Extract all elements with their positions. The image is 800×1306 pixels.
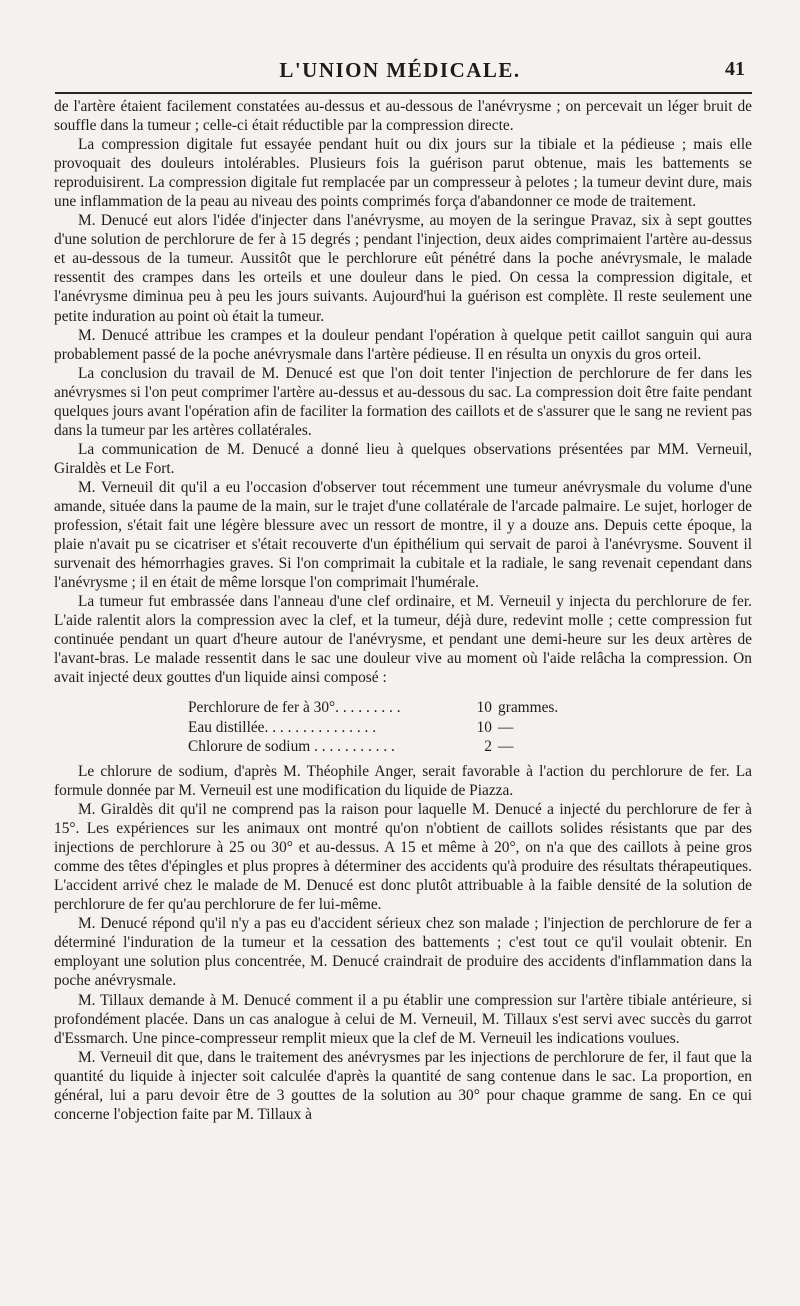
paragraph: M. Denucé attribue les crampes et la douleur pendant l'opération à quelque petit caillot sanguin qui aura probablement passé de la poche anévrysmale dans l'artère pédieuse. Il en résulta un onyxis du gros orteil. — [54, 326, 752, 363]
article-body — [54, 97, 752, 1124]
paragraph: Le chlorure de sodium, d'après M. Théophile Anger, serait favorable à l'action du perchlorure de fer. La formule donnée par M. Verneuil est une modification du liquide de Piazza. — [54, 762, 752, 799]
header-rule — [55, 92, 752, 94]
paragraph: La communication de M. Denucé a donné lieu à quelques observations présentées par MM. Verneuil, Giraldès et Le Fort. — [54, 440, 752, 477]
formula-row — [188, 737, 752, 757]
paragraph: M. Verneuil dit qu'il a eu l'occasion d'observer tout récemment une tumeur anévrysmale du volume d'une amande, située dans la paume de la main, sur le trajet d'une collatérale de l'arcade palmaire. Le sujet, horloger de profession, s'était fait une légère blessure avec un ressort de montre, il y a douze ans. Depuis cette époque, la plaie n'avait pu se cicatriser et s'était recouverte d'un épithélium qui servait de paroi à l'anévrysme. Souvent il survenait des hémorrhagies graves. Si l'on comprimait la cubitale et la radiale, le sang revenait cependant dans l'anévrysme ; il en était de même lorsque l'on comprimait l'humérale. — [54, 478, 752, 592]
paragraph: de l'artère étaient facilement constatées au-dessus et au-dessous de l'anévrysme ; on percevait un léger bruit de souffle dans la tumeur ; celle-ci était réductible par la compression directe. — [54, 98, 752, 135]
formula-table — [188, 698, 752, 757]
paragraph: M. Tillaux demande à M. Denucé comment il a pu établir une compression sur l'artère tibiale antérieure, si profondément placée. Dans un cas analogue à celui de M. Verneuil, M. Tillaux s'est servi avec succès du garrot d'Essmarch. Une pince-compresseur remplit mieux que la clef de M. Verneuil les indications voulues. — [54, 991, 752, 1047]
page-number: 41 — [725, 58, 745, 80]
paragraphs-before-formula — [54, 97, 752, 687]
paragraph: M. Giraldès dit qu'il ne comprend pas la raison pour laquelle M. Denucé a injecté du perchlorure de fer à 15°. Les expériences sur les animaux ont montré qu'on n'obtient de caillots solides résistants que par des injections de perchlorure à 25 ou 30° et au-dessus. A 15 et même à 20°, on n'a que des caillots à peine gros comme des têtes d'épingles et plus propres à déterminer des accidents qu'à produire des résultats thérapeutiques. L'accident arrivé chez le malade de M. Denucé est donc plutôt attribuable à la faible densité de la solution de perchlorure de fer qu'au perchlorure de fer lui-même. — [54, 801, 752, 914]
paragraph: La tumeur fut embrassée dans l'anneau d'une clef ordinaire, et M. Verneuil y injecta du perchlorure de fer. L'aide ralentit alors la compression avec la clef, et la tumeur, déjà dure, redevint molle ; cette compression fut continuée pendant un quart d'heure autour de l'anévrysme, et pendant une demi-heure sur les deux artères de l'avant-bras. Le malade ressentit dans le sac une douleur vive au moment où l'aide relâcha la compression. On avait injecté deux gouttes d'un liquide ainsi composé : — [54, 593, 752, 687]
paragraph: La conclusion du travail de M. Denucé est que l'on doit tenter l'injection de perchlorure de fer dans les anévrysmes si l'on peut comprimer l'artère au-dessus et au-dessous du sac. La compression doit être faite pendant quelques jours avant l'opération afin de faciliter la formation des caillots et de s'assurer que le sang ne revient pas dans la tumeur par les artères collatérales. — [54, 364, 752, 439]
paragraph: M. Denucé répond qu'il n'y a pas eu d'accident sérieux chez son malade ; l'injection de perchlorure de fer a déterminé l'induration de la tumeur et la cessation des battements ; c'est tout ce qu'il voulait obtenir. En employant une solution plus concentrée, M. Denucé craindrait de produire des accidents d'inflammation dans la poche anévrysmale. — [54, 915, 752, 990]
formula-row — [188, 718, 752, 738]
paragraph: M. Verneuil dit que, dans le traitement des anévrysmes par les injections de perchlorure de fer, il faut que la quantité du liquide à injecter soit calculée d'après la quantité de sang contenue dans le sac. La proportion, en général, lui a paru devoir être de 3 gouttes de la solution au 30° pour chaque gramme de sang. En ce qui concerne l'objection faite par M. Tillaux à — [54, 1048, 752, 1123]
running-title: L'UNION MÉDICALE. — [279, 58, 521, 82]
formula-ingredient: Perchlorure de fer à 30°. . . . . . . . . — [188, 699, 401, 717]
formula-quantity: 10 — [476, 718, 492, 736]
formula-ingredient: Eau distillée. . . . . . . . . . . . . . . — [188, 718, 377, 736]
formula-unit: — — [498, 718, 514, 736]
page-header — [55, 50, 745, 90]
formula-row — [188, 698, 752, 718]
formula-unit: grammes. — [498, 699, 559, 717]
paragraph: La compression digitale fut essayée pendant huit ou dix jours sur la tibiale et la pédieuse ; mais elle provoquait des douleurs intolérables. Plusieurs fois la guérison parut obtenue, mais les battements se reproduisirent. La compression digitale fut remplacée par un compresseur à pelotes ; la tumeur devint dure, mais une inflammation de la peau au niveau des points comprimés força d'abandonner ce mode de traitement. — [54, 136, 752, 211]
formula-ingredient: Chlorure de sodium . . . . . . . . . . . — [188, 738, 395, 756]
formula-unit: — — [498, 738, 514, 756]
formula-quantity: 10 — [476, 699, 492, 717]
formula-quantity: 2 — [484, 738, 492, 756]
paragraph: M. Denucé eut alors l'idée d'injecter dans l'anévrysme, au moyen de la seringue Pravaz, six à sept gouttes d'une solution de perchlorure de fer à 15 degrés ; pendant l'injection, deux aides comprimaient l'artère au-dessus et au-dessous de la tumeur. Aussitôt que le perchlorure eût pénétré dans la poche anévrysmale, le malade ressentit des crampes dans les orteils et une douleur dans le pied. On cessa la compression digitale, et l'anévrysme diminua peu à peu les jours suivants. Aujourd'hui la guérison est complète. Il reste seulement une petite induration au point où était la tumeur. — [54, 212, 752, 325]
paragraphs-after-formula — [54, 762, 752, 1124]
